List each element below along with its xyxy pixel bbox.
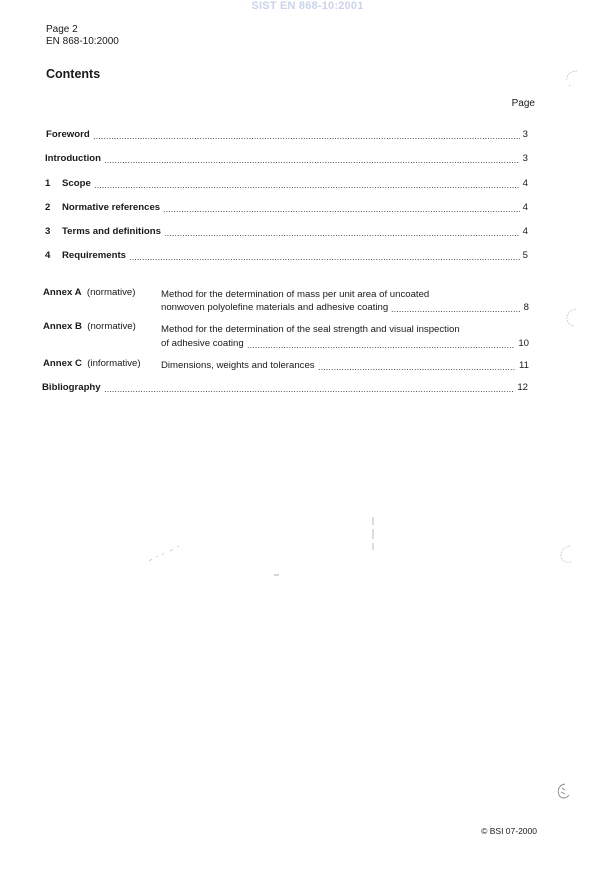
dot-leader — [318, 369, 516, 370]
annex-a-description-line1: Method for the determination of mass per unit area of uncoated — [161, 289, 430, 300]
contents-title: Contents — [46, 67, 101, 81]
toc-title: Terms and definitions — [62, 226, 161, 237]
dot-leader — [163, 211, 520, 212]
annex-b-description-line1: Method for the determination of the seal strength and visual inspection — [161, 324, 460, 335]
toc-page: 4 — [522, 202, 528, 213]
annex-c-label — [43, 358, 141, 370]
toc-page: 4 — [522, 178, 528, 189]
scan-artifact — [553, 780, 575, 804]
annex-name: Annex B — [43, 321, 82, 332]
toc-title: Scope — [62, 178, 91, 189]
dot-leader — [247, 347, 516, 348]
toc-page: 12 — [517, 382, 528, 393]
dot-leader — [104, 162, 520, 163]
toc-page: 10 — [518, 338, 529, 349]
annex-description: nonwoven polyolefine materials and adhesive coating — [161, 302, 389, 313]
toc-entry-introduction — [45, 153, 528, 165]
scan-artifact — [368, 515, 378, 553]
dot-leader — [93, 138, 520, 139]
dot-leader — [94, 187, 520, 188]
toc-entry-scope — [45, 178, 528, 190]
toc-title: Normative references — [62, 202, 161, 213]
toc-entry-normative-references — [45, 202, 528, 214]
annex-b-label — [43, 321, 136, 333]
annex-description: of adhesive coating — [161, 338, 244, 349]
toc-page: 4 — [522, 226, 528, 237]
annex-description: Dimensions, weights and tolerances — [161, 360, 315, 371]
toc-title: Introduction — [45, 153, 101, 164]
toc-page: 3 — [522, 129, 528, 140]
toc-page: 3 — [522, 153, 528, 164]
dot-leader — [129, 259, 520, 260]
toc-title: Requirements — [62, 250, 126, 261]
dot-leader — [391, 311, 520, 312]
toc-number: 2 — [45, 202, 51, 213]
scan-artifact — [556, 543, 578, 567]
annex-c-description — [161, 360, 529, 372]
toc-page: 5 — [522, 250, 528, 261]
scan-artifact — [563, 68, 583, 90]
toc-entry-foreword — [46, 129, 528, 141]
annex-a-label — [43, 287, 135, 299]
annex-type: (normative) — [87, 321, 136, 332]
toc-title: Bibliography — [42, 382, 101, 393]
toc-entry-requirements — [45, 250, 528, 262]
toc-entry-terms-and-definitions — [45, 226, 528, 238]
toc-number: 3 — [45, 226, 51, 237]
toc-number: 4 — [45, 250, 51, 261]
copyright-footer: © BSI 07-2000 — [481, 826, 537, 836]
page-number: Page 2 — [46, 24, 78, 35]
page-column-label: Page — [511, 98, 535, 109]
annex-type: (informative) — [87, 358, 141, 369]
standard-number: EN 868-10:2000 — [46, 36, 119, 47]
scan-artifact — [562, 306, 582, 330]
toc-page: 8 — [523, 302, 529, 313]
annex-type: (normative) — [86, 287, 136, 298]
toc-page: 11 — [519, 360, 529, 371]
annex-name: Annex C — [43, 358, 82, 369]
annex-b-description-line2 — [161, 338, 529, 350]
scan-artifact — [272, 572, 282, 578]
toc-title: Foreword — [46, 129, 90, 140]
annex-a-description-line2 — [161, 302, 529, 314]
annex-name: Annex A — [43, 287, 82, 298]
dot-leader — [104, 391, 515, 392]
toc-number: 1 — [45, 178, 51, 189]
watermark: SIST EN 868-10:2001 — [251, 0, 364, 12]
toc-entry-bibliography — [42, 382, 528, 394]
scan-artifact — [146, 543, 186, 565]
dot-leader — [164, 235, 520, 236]
